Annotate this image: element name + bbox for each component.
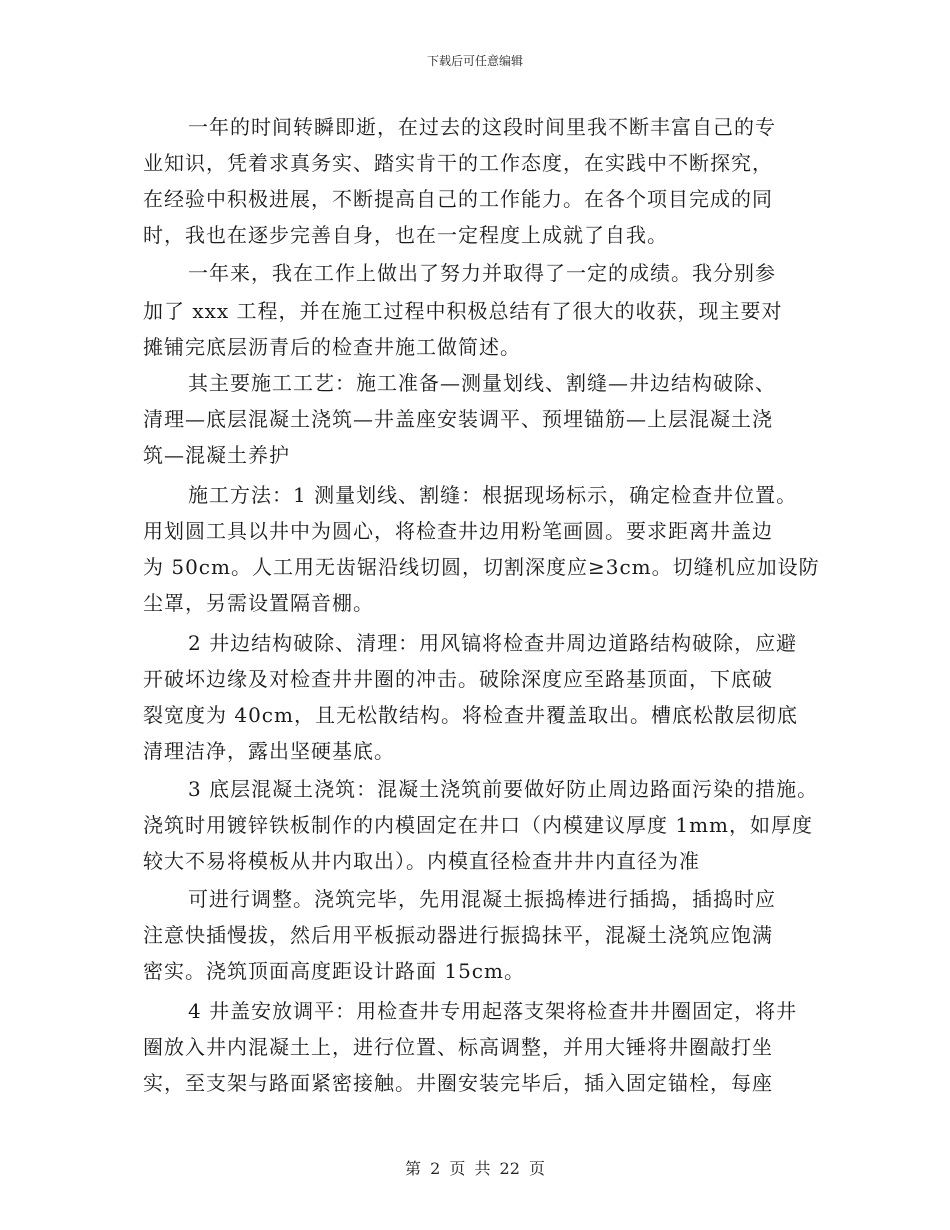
text-line: 开破坏边缘及对检查井井圈的冲击。破除深度应至路基顶面，下底破	[143, 667, 773, 691]
text-line: 业知识，凭着求真务实、踏实肯干的工作态度，在实践中不断探究，	[143, 151, 773, 175]
text-line: 筑—混凝土养护	[143, 443, 290, 467]
page-number: 第 2 页 共 22 页	[405, 1159, 545, 1178]
text-line: 清理—底层混凝土浇筑—井盖座安装调平、预埋锚筋—上层混凝土浇	[143, 407, 773, 431]
text-line: 裂宽度为 40cm，且无松散结构。将检查井覆盖取出。槽底松散层彻底	[143, 703, 798, 727]
text-line: 尘罩，另需设置隔音棚。	[143, 591, 374, 615]
text-line: 一年来，我在工作上做出了努力并取得了一定的成绩。我分别参	[188, 261, 776, 285]
text-line: 一年的时间转瞬即逝，在过去的这段时间里我不断丰富自己的专	[188, 115, 776, 139]
text-line: 浇筑时用镀锌铁板制作的内模固定在井口（内模建议厚度 1mm，如厚度	[143, 813, 814, 837]
text-line: 圈放入井内混凝土上，进行位置、标高调整，并用大锤将井圈敲打坐	[143, 1035, 773, 1059]
text-line: 较大不易将模板从井内取出）。内模直径检查井井内直径为准	[143, 849, 700, 873]
text-line: 2 井边结构破除、清理：用风镐将检查井周边道路结构破除，应避	[188, 631, 798, 655]
text-line: 密实。浇筑顶面高度距设计路面 15cm。	[143, 959, 525, 983]
text-line: 施工方法：1 测量划线、割缝：根据现场标示，确定检查井位置。	[188, 483, 798, 507]
text-line: 清理洁净，露出坚硬基底。	[143, 739, 395, 763]
text-line: 在经验中积极进展，不断提高自己的工作能力。在各个项目完成的同	[143, 187, 773, 211]
text-line: 注意快插慢拔，然后用平板振动器进行振捣抹平，混凝土浇筑应饱满	[143, 923, 773, 947]
text-line: 为 50cm。人工用无齿锯沿线切圆，切割深度应≥3cm。切缝机应加设防	[143, 555, 820, 579]
page-header: 下载后可任意编辑	[426, 54, 523, 68]
text-line: 加了 xxx 工程，并在施工过程中积极总结有了很大的收获，现主要对	[143, 299, 783, 323]
text-line: 3 底层混凝土浇筑：混凝土浇筑前要做好防止周边路面污染的措施。	[188, 777, 819, 801]
text-line: 4 井盖安放调平：用检查井专用起落支架将检查井井圈固定，将井	[188, 999, 798, 1023]
text-line: 其主要施工工艺：施工准备—测量划线、割缝—井边结构破除、	[188, 371, 776, 395]
text-line: 可进行调整。浇筑完毕，先用混凝土振捣棒进行插捣，插捣时应	[188, 887, 776, 911]
text-line: 摊铺完底层沥青后的检查井施工做简述。	[143, 335, 521, 359]
text-line: 实，至支架与路面紧密接触。井圈安装完毕后，插入固定锚栓，每座	[143, 1071, 773, 1095]
text-line: 用划圆工具以井中为圆心，将检查井边用粉笔画圆。要求距离井盖边	[143, 519, 773, 543]
text-line: 时，我也在逐步完善自身，也在一定程度上成就了自我。	[143, 223, 668, 247]
